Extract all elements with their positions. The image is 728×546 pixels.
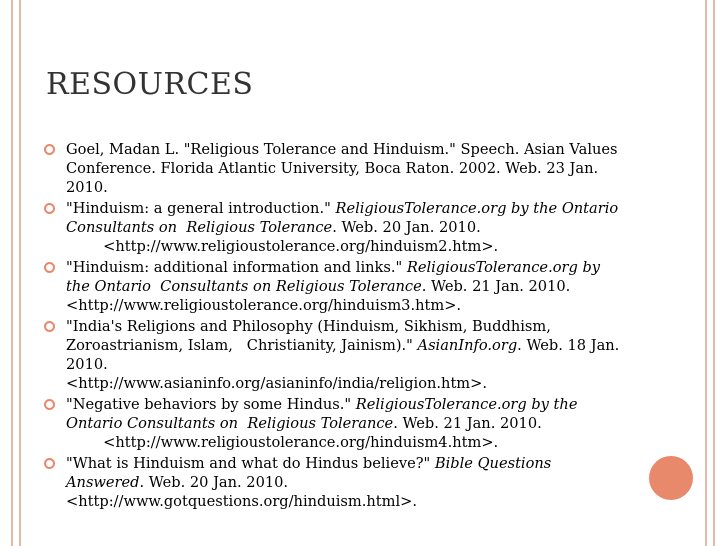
citation-text: . Web. 21 Jan. 2010. <http://www.religioustolerance.org/hinduism3.htm>. xyxy=(66,278,580,314)
citation-source: Bible Questions Answered xyxy=(66,455,556,491)
list-item xyxy=(44,258,624,315)
citation-text: "India's Religions and Philosophy (Hinduism, Sikhism, Buddhism, Zoroastrianism, Islam, Christianity, Jainism)." xyxy=(66,318,556,354)
bullet-icon xyxy=(44,399,55,410)
citation-source: ReligiousTolerance.org by the Ontario Consultants on Religious Tolerance xyxy=(66,396,583,432)
citation-text: . Web. 21 Jan. 2010. <http://www.religioustolerance.org/hinduism4.htm>. xyxy=(103,415,542,451)
right-border-line-outer xyxy=(713,0,715,546)
bullet-icon xyxy=(44,144,55,155)
bullet-icon xyxy=(44,458,55,469)
list-item xyxy=(44,454,624,511)
citation-text: . Web. 18 Jan. 2010. <http://www.asianinfo.org/asianinfo/india/religion.htm>. xyxy=(66,337,620,392)
citation-text: Goel, Madan L. "Religious Tolerance and Hinduism." Speech. Asian Values Conference. Florida Atlantic University, Boca Raton. 2002. Web. 23 Jan. 2010. xyxy=(66,141,623,196)
citation-text: "Negative behaviors by some Hindus." xyxy=(66,396,356,413)
bullet-icon xyxy=(44,262,55,273)
list-item xyxy=(44,199,624,256)
resource-list xyxy=(44,140,624,513)
decorative-circle xyxy=(649,456,693,500)
list-item xyxy=(44,140,624,197)
citation-text: . Web. 20 Jan. 2010. <http://www.gotquestions.org/hinduism.html>. xyxy=(66,474,418,510)
left-border-line-inner xyxy=(19,0,21,546)
list-item xyxy=(44,317,624,393)
right-border-line-inner xyxy=(705,0,707,546)
bullet-icon xyxy=(44,321,55,332)
citation-source: ReligiousTolerance.org by the Ontario Consultants on Religious Tolerance xyxy=(66,200,623,236)
slide-title: RESOURCES xyxy=(46,67,254,102)
citation-source: ReligiousTolerance.org by the Ontario Consultants on Religious Tolerance xyxy=(66,259,605,295)
citation-text: "Hinduism: additional information and links." xyxy=(66,259,407,276)
citation-text: . Web. 20 Jan. 2010. <http://www.religioustolerance.org/hinduism2.htm>. xyxy=(103,219,499,255)
citation-source: AsianInfo.org xyxy=(417,337,518,354)
list-item xyxy=(44,395,624,452)
citation-text: "Hinduism: a general introduction." xyxy=(66,200,336,217)
left-border-line-outer xyxy=(11,0,13,546)
bullet-icon xyxy=(44,203,55,214)
citation-text: "What is Hinduism and what do Hindus believe?" xyxy=(66,455,435,472)
